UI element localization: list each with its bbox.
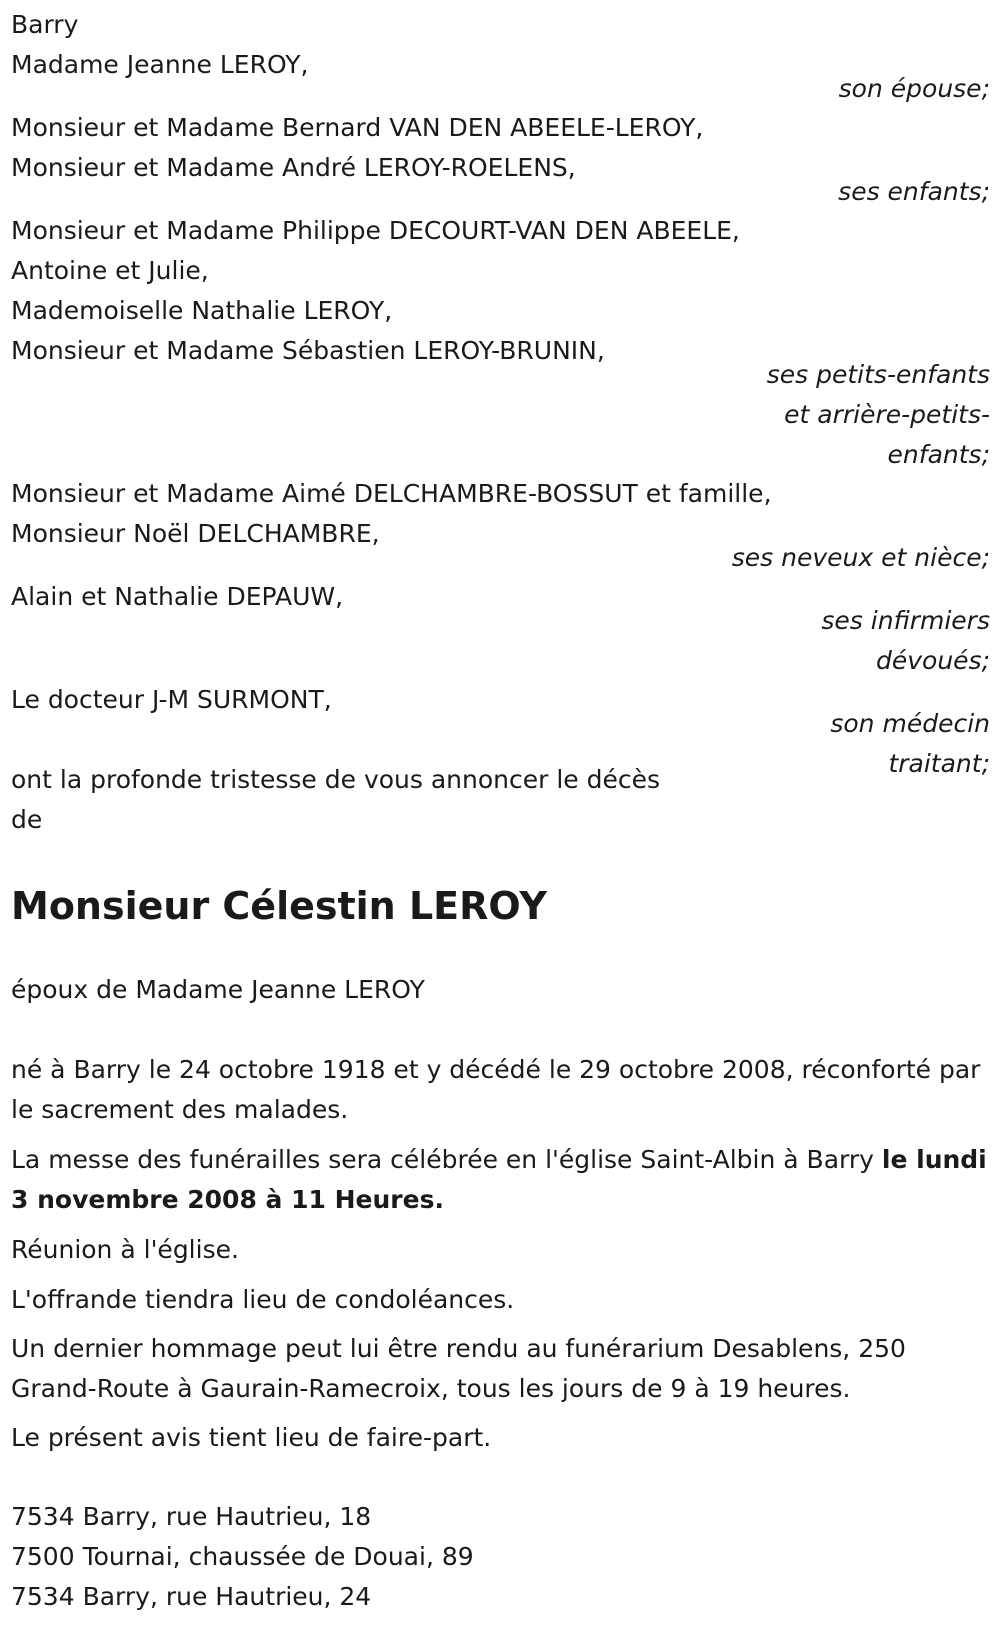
homage-paragraph: Un dernier hommage peut lui être rendu au funérarium Desablens, 250 Grand-Route à Gaurain-Ramecroix, tous les jours de 9 à 19 heures. <box>11 1334 906 1403</box>
announcement-line: de <box>11 805 43 834</box>
family-line: Alain et Nathalie DEPAUW, <box>11 582 344 611</box>
deceased-name: Monsieur Célestin LEROY <box>11 884 547 928</box>
funeral-paragraph <box>11 1140 996 1220</box>
family-relation: traitant; <box>888 749 990 778</box>
announcement-line: ont la profonde tristesse de vous annoncer le décès <box>11 765 661 794</box>
family-line: Monsieur et Madame Philippe DECOURT-VAN DEN ABEELE, <box>11 216 740 245</box>
notice-line: Le présent avis tient lieu de faire-part. <box>11 1423 492 1452</box>
family-relation: ses neveux et nièce; <box>731 543 990 572</box>
family-line: Monsieur et Madame Aimé DELCHAMBRE-BOSSUT et famille, <box>11 479 772 508</box>
funeral-date: le lundi 3 novembre 2008 à 11 Heures. <box>11 1145 987 1214</box>
family-line: Mademoiselle Nathalie LEROY, <box>11 296 393 325</box>
spouse-line: époux de Madame Jeanne LEROY <box>11 975 425 1004</box>
family-relation: son médecin <box>830 709 990 738</box>
family-line: Antoine et Julie, <box>11 256 209 285</box>
address-line: 7534 Barry, rue Hautrieu, 18 <box>11 1502 372 1531</box>
family-line: Monsieur et Madame Sébastien LEROY-BRUNIN, <box>11 336 605 365</box>
family-line: Monsieur et Madame Bernard VAN DEN ABEELE-LEROY, <box>11 113 704 142</box>
family-relation: enfants; <box>887 440 990 469</box>
offering-line: L'offrande tiendra lieu de condoléances. <box>11 1285 515 1314</box>
family-relation: et arrière-petits- <box>784 400 990 429</box>
family-line: Le docteur J-M SURMONT, <box>11 685 332 714</box>
address-line: 7500 Tournai, chaussée de Douai, 89 <box>11 1542 474 1571</box>
family-relation: dévoués; <box>875 646 990 675</box>
birth-death-paragraph: né à Barry le 24 octobre 1918 et y décédé le 29 octobre 2008, réconforté par le sacrement des malades. <box>11 1055 981 1124</box>
address-line: 7534 Barry, rue Hautrieu, 24 <box>11 1582 372 1611</box>
meeting-line: Réunion à l'église. <box>11 1235 239 1264</box>
family-relation: ses petits-enfants <box>766 360 990 389</box>
family-relation: ses enfants; <box>838 177 990 206</box>
funeral-text: La messe des funérailles sera célébrée en l'église Saint-Albin à Barry <box>11 1145 882 1174</box>
family-relation: ses infirmiers <box>821 606 990 635</box>
family-line: Monsieur et Madame André LEROY-ROELENS, <box>11 153 576 182</box>
family-relation: son épouse; <box>838 74 990 103</box>
family-line: Madame Jeanne LEROY, <box>11 50 309 79</box>
header-place: Barry <box>11 10 79 39</box>
family-line: Monsieur Noël DELCHAMBRE, <box>11 519 380 548</box>
